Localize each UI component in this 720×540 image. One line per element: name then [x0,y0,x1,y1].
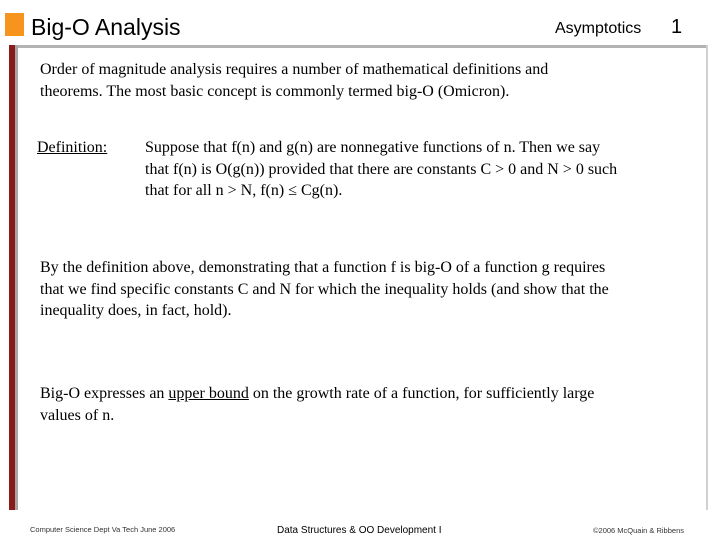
definition-line: that for all n > N, f(n) ≤ Cg(n). [145,182,343,199]
definition-line: Suppose that f(n) and g(n) are nonnegative functions of n. Then we say [145,139,601,156]
upper-bound-line [40,383,690,405]
upper-bound-post: on the growth rate of a function, for sufficiently large [248,385,595,402]
intro-line: theorems. The most basic concept is commonly termed big-O (Omicron). [40,82,510,100]
upper-bound-paragraph [40,383,690,426]
slide-title: Big-O Analysis [31,14,181,40]
explanation-line: inequality does, in fact, hold). [40,302,232,319]
explanation-line: By the definition above, demonstrating that a function f is big-O of a function g requires [40,259,606,276]
right-border [706,45,708,510]
explanation-paragraph [40,257,695,322]
footer-left: Computer Science Dept Va Tech June 2006 [30,525,176,534]
definition-label: Definition: [37,139,108,156]
footer-center: Data Structures & OO Development I [277,525,442,536]
upper-bound-line-2: values of n. [40,406,115,424]
left-accent-shadow [15,45,18,510]
definition-text [145,137,690,202]
slide-subtitle: Asymptotics [555,20,642,37]
upper-bound-pre: Big-O expresses an [40,385,169,402]
footer-right: ©2006 McQuain & Ribbens [593,526,684,535]
explanation-line: that we find specific constants C and N for which the inequality holds (and show that the [40,280,609,298]
intro-line: Order of magnitude analysis requires a number of mathematical definitions and [40,61,549,78]
definition-line: that f(n) is O(g(n)) provided that there are constants C > 0 and N > 0 such [145,160,618,178]
intro-paragraph [40,59,690,102]
header-divider [10,45,708,48]
title-accent-square [5,13,24,36]
upper-bound-term: upper bound [168,385,249,402]
page-number: 1 [671,16,683,38]
